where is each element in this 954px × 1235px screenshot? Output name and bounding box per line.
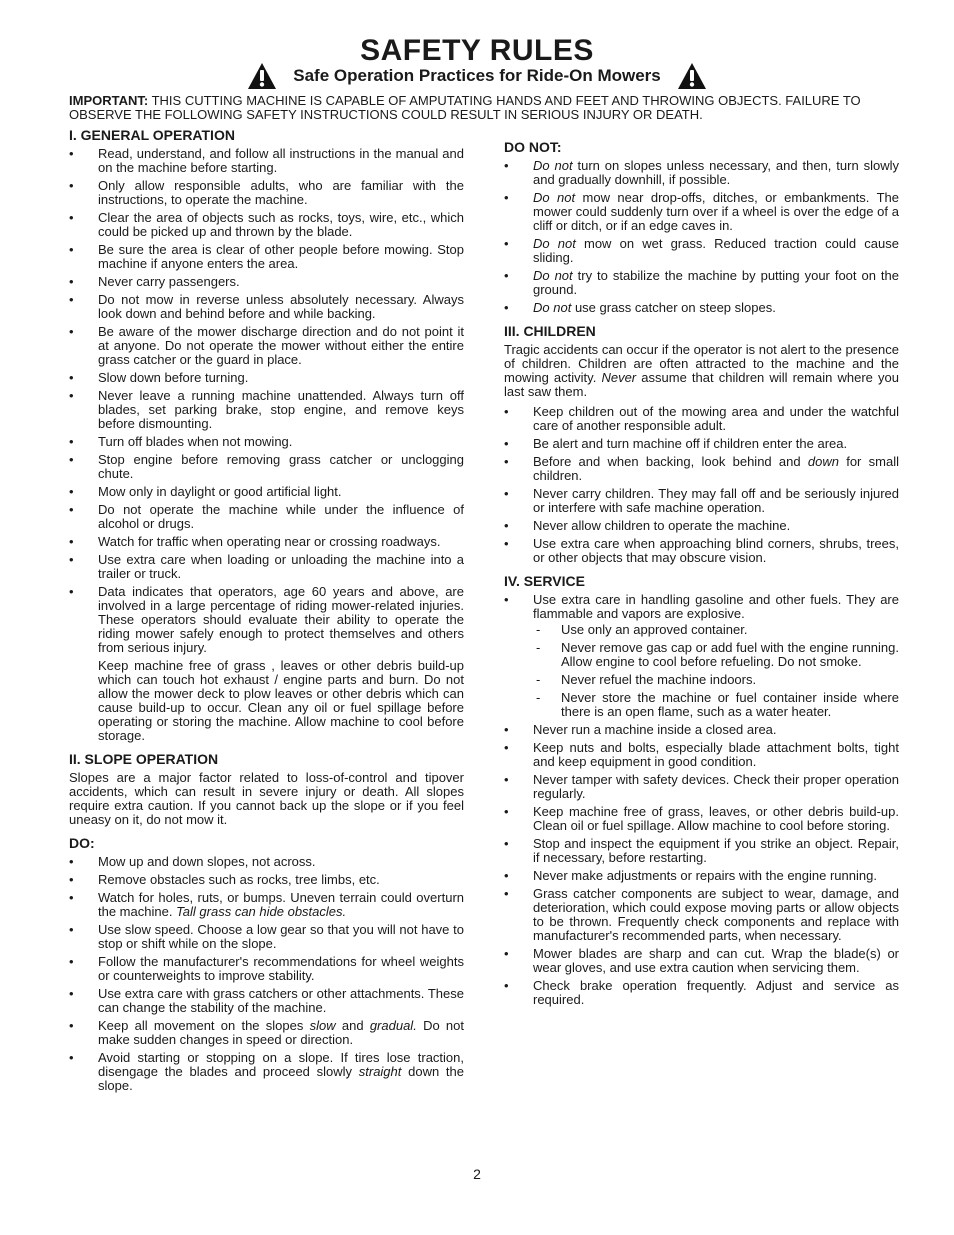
list-item: • Keep all movement on the slopes slow and gradual. Do not make sudden changes in speed or direction. [69,1018,464,1047]
list-item: • Turn off blades when not mowing. [69,434,293,449]
section-heading-service: IV. SERVICE [504,573,585,589]
warning-triangle-icon [677,62,707,90]
list-item: • Mower blades are sharp and can cut. Wrap the blade(s) or wear gloves, and use extra caution when servicing them. [504,946,899,975]
list-item: • Use slow speed. Choose a low gear so that you will not have to stop or shift while on the slope. [69,922,464,951]
subtitle-row [0,62,954,90]
section-heading-general: I. GENERAL OPERATION [69,127,235,143]
slope-intro: Slopes are a major factor related to loss-of-control and tipover accidents, which can result in severe injury or death. All slopes require extra caution. If you cannot back up the slope or if you feel uneasy on it, do not mow it. [69,770,464,827]
list-item: • Remove obstacles such as rocks, tree limbs, etc. [69,872,380,887]
sub-list-item: - Never remove gas cap or add fuel with the engine running. Allow engine to cool before refueling. Do not smoke. [536,640,899,669]
list-item: • Only allow responsible adults, who are familiar with the instructions, to operate the machine. [69,178,464,207]
list-item: • Grass catcher components are subject to wear, damage, and deterioration, which could expose moving parts or allow objects to be thrown. Frequently check components and replace with manufacturer's recommended parts, when necessary. [504,886,899,943]
list-item: • Mow only in daylight or good artificial light. [69,484,342,499]
page-number: 2 [473,1166,481,1182]
list-item: • Never leave a running machine unattended. Always turn off blades, set parking brake, stop engine, and remove keys before dismounting. [69,388,464,431]
list-item: • Mow up and down slopes, not across. [69,854,316,869]
list-item: • Use extra care when approaching blind corners, shrubs, trees, or other objects that may obscure vision. [504,536,899,565]
list-item: • Follow the manufacturer's recommendations for wheel weights or counterweights to improve stability. [69,954,464,983]
list-item: • Never tamper with safety devices. Check their proper operation regularly. [504,772,899,801]
list-item: • Keep machine free of grass, leaves, or other debris build-up. Clean oil or fuel spillage. Allow machine to cool before storing. [504,804,899,833]
page-subtitle: Safe Operation Practices for Ride-On Mowers [293,66,661,85]
warning-triangle-icon [247,62,277,90]
dont-list [504,159,899,315]
children-intro: Tragic accidents can occur if the operator is not alert to the presence of children. Children are often attracted to the machine and the mowing activity. Never assume that children will remain where you last saw them. [504,342,899,399]
do-heading: DO: [69,835,95,851]
list-item: • Before and when backing, look behind and down for small children. [504,454,899,483]
fuel-sublist [533,623,899,719]
list-item: • Do not use grass catcher on steep slopes. [504,300,776,315]
important-text: THIS CUTTING MACHINE IS CAPABLE OF AMPUTATING HANDS AND FEET AND THROWING OBJECTS. FAILURE TO OBSERVE THE FOLLOWING SAFETY INSTRUCTIONS COULD RESULT IN SERIOUS INJURY OR DEATH. [69,93,861,122]
general-continuation: Keep machine free of grass , leaves or other debris build-up which can touch hot exhaust / engine parts and burn. Do not allow the mower deck to plow leaves or other debris which can cause build-up to occur. Clean any oil or fuel spillage before operating or storing the machine. Allow machine to cool before storage. [98,658,464,743]
section-heading-children: III. CHILDREN [504,323,596,339]
list-item: • Do not mow near drop-offs, ditches, or embankments. The mower could suddenly turn over if a wheel is over the edge of a cliff or ditch, or if an edge caves in. [504,190,899,233]
list-item: • Keep children out of the mowing area and under the watchful care of another responsible adult. [504,404,899,433]
list-item: • Read, understand, and follow all instructions in the manual and on the machine before starting. [69,146,464,175]
page-title: SAFETY RULES [360,34,594,67]
list-item: • Do not try to stabilize the machine by putting your foot on the ground. [504,268,899,297]
right-column [504,140,899,1011]
section-heading-slope: II. SLOPE OPERATION [69,751,219,767]
important-notice [69,94,899,122]
list-item: • Be sure the area is clear of other people before mowing. Stop machine if anyone enters the area. [69,242,464,271]
list-item: • Use extra care when loading or unloading the machine into a trailer or truck. [69,552,464,581]
list-item: • Never carry passengers. [69,274,240,289]
list-item: • Avoid starting or stopping on a slope. If tires lose traction, disengage the blades and proceed slowly straight down the slope. [69,1050,464,1093]
list-item: • Keep nuts and bolts, especially blade attachment bolts, tight and keep equipment in good condition. [504,740,899,769]
list-item: • Never allow children to operate the machine. [504,518,791,533]
list-item: • Check brake operation frequently. Adjust and service as required. [504,978,899,1007]
list-item: • Watch for holes, ruts, or bumps. Uneven terrain could overturn the machine. Tall grass can hide obstacles. [69,890,464,919]
list-item: • Do not operate the machine while under the influence of alcohol or drugs. [69,502,464,531]
list-item: • Be alert and turn machine off if children enter the area. [504,436,848,451]
list-item: • Never make adjustments or repairs with the engine running. [504,868,877,883]
list-item: • Never run a machine inside a closed area. [504,722,777,737]
list-item: • Be aware of the mower discharge direction and do not point it at anyone. Do not operate the mower without either the entire grass catcher or the guard in place. [69,324,464,367]
left-column [69,128,464,1097]
general-list [69,147,464,655]
list-item: • Use extra care in handling gasoline and other fuels. They are flammable and vapors are explosive. - Use only an approved container. - Never remove gas cap or add fuel with the engine running. Allow engine to cool before refueling. Do not smoke. - Never refuel the machine indoors. - Never store the machine or fuel container inside where there is an open flame, such as a water heater. [504,592,899,719]
list-item: • Stop engine before removing grass catcher or unclogging chute. [69,452,464,481]
list-item: • Data indicates that operators, age 60 years and above, are involved in a large percentage of riding mower-related injuries. These operators should evaluate their ability to operate the riding mower safely enough to protect themselves and others from serious injury. [69,584,464,655]
list-item: • Watch for traffic when operating near or crossing roadways. [69,534,441,549]
list-item: • Never carry children. They may fall off and be seriously injured or interfere with safe machine operation. [504,486,899,515]
list-item: • Use extra care with grass catchers or other attachments. These can change the stability of the machine. [69,986,464,1015]
do-list [69,855,464,1093]
list-item: • Clear the area of objects such as rocks, toys, wire, etc., which could be picked up and thrown by the blade. [69,210,464,239]
list-item: • Do not turn on slopes unless necessary, and then, turn slowly and gradually downhill, if possible. [504,158,899,187]
list-item: • Stop and inspect the equipment if you strike an object. Repair, if necessary, before restarting. [504,836,899,865]
sub-list-item: - Use only an approved container. [536,622,748,637]
list-item: • Do not mow on wet grass. Reduced traction could cause sliding. [504,236,899,265]
list-item: • Slow down before turning. [69,370,249,385]
list-item: • Do not mow in reverse unless absolutely necessary. Always look down and behind before and while backing. [69,292,464,321]
service-list [504,593,899,1007]
children-list [504,405,899,565]
dont-heading: DO NOT: [504,139,562,155]
sub-list-item: - Never store the machine or fuel container inside where there is an open flame, such as a water heater. [536,690,899,719]
sub-list-item: - Never refuel the machine indoors. [536,672,757,687]
important-label: IMPORTANT: [69,93,149,108]
